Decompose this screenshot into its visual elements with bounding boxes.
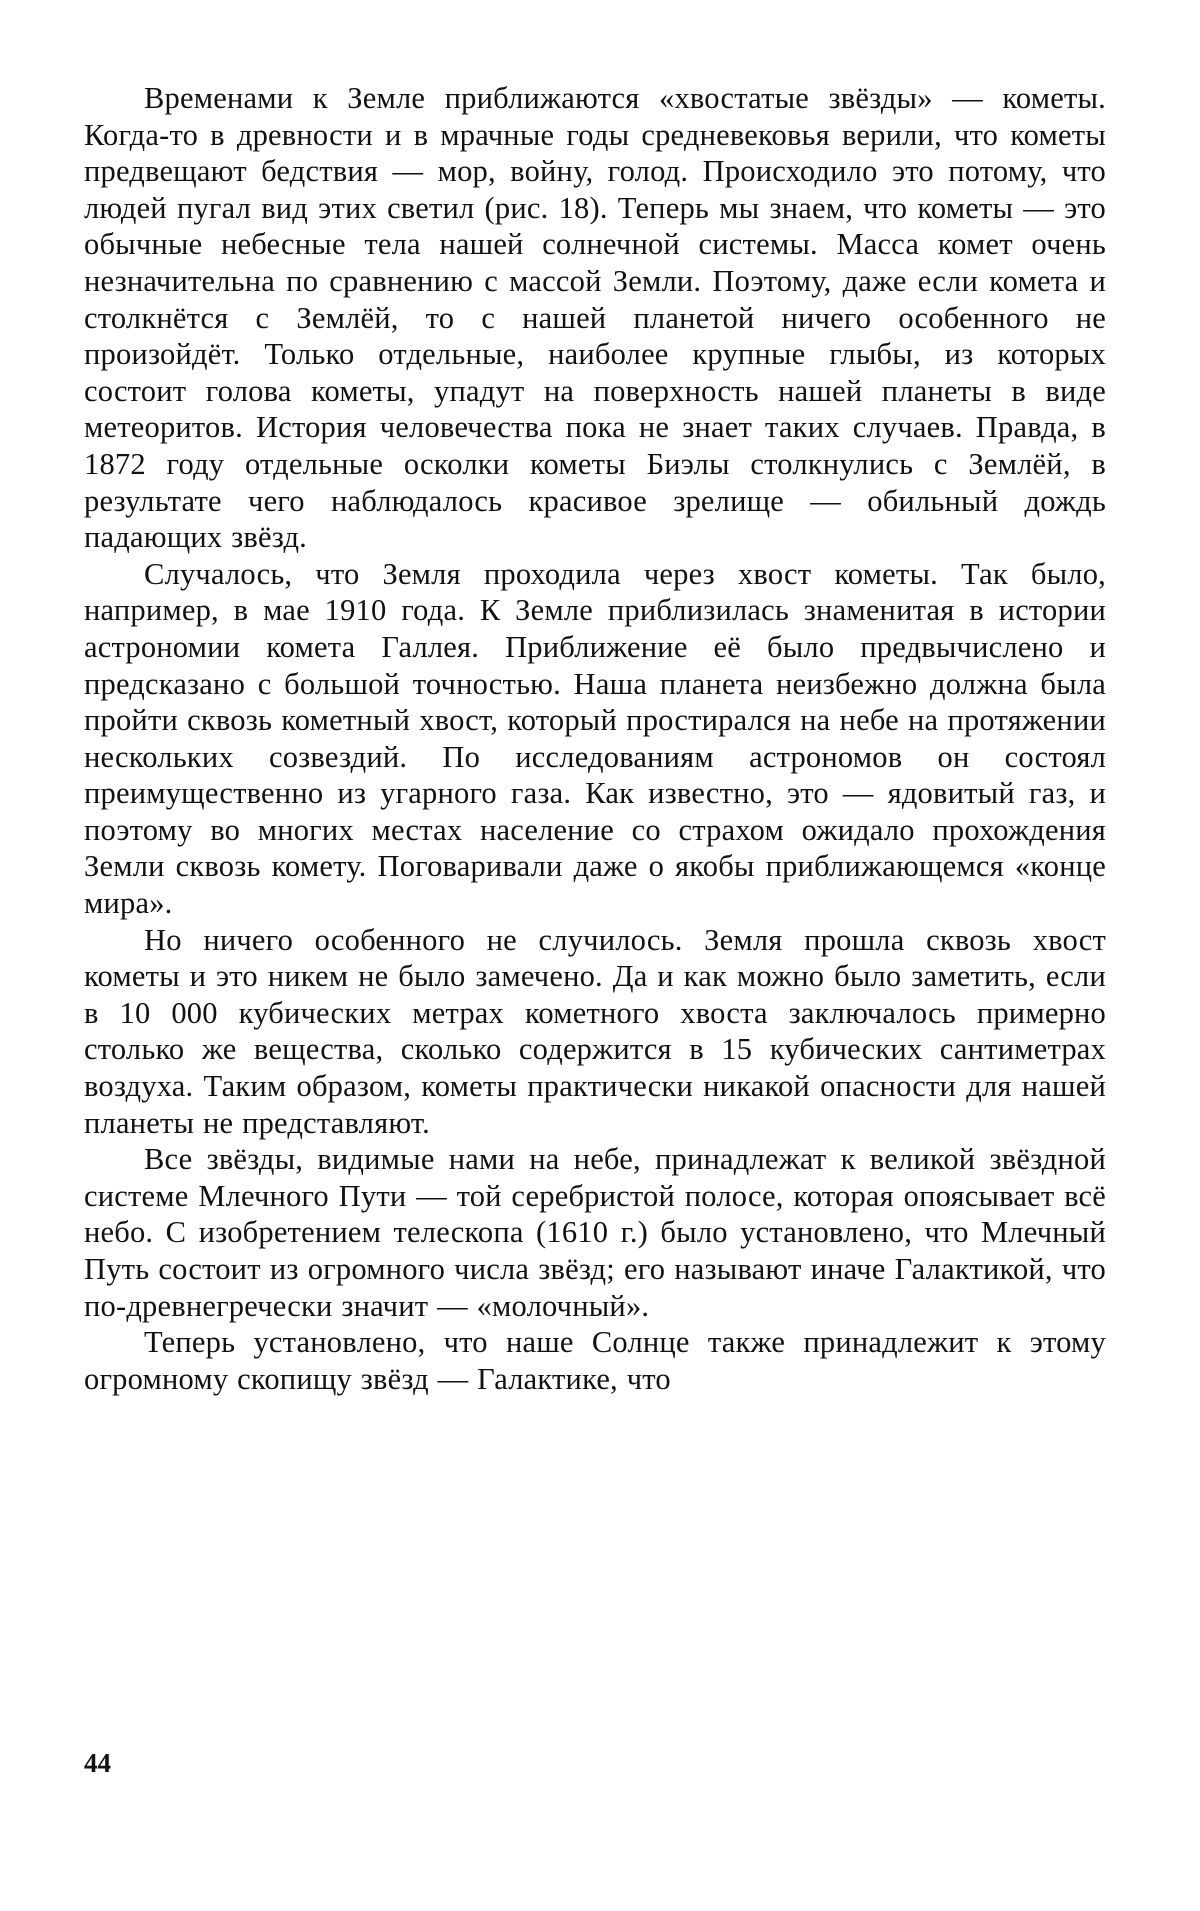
paragraph-sun-galaxy: Теперь установлено, что наше Солнце также принадлежит к этому огромному скопищу звёзд — Галактике, что — [84, 1325, 1106, 1396]
paragraph-nothing-happened: Но ничего особенного не случилось. Земля прошла сквозь хвост кометы и это никем не было замечено. Да и как можно было заметить, если в 10 000 кубических метрах кометного хвоста заключалось примерно столько же вещества, сколько содержится в 15 кубических сантиметрах воздуха. Таким образом, кометы практически никакой опасности для нашей планеты не представляют. — [84, 922, 1106, 1140]
paragraph-milky-way: Все звёзды, видимые нами на небе, принадлежат к великой звёздной системе Млечного Пути — той серебристой полосе, которая опоясывает всё небо. С изобретением телескопа (1610 г.) было установлено, что Млечный Путь состоит из огромного числа звёзд; его называют иначе Галактикой, что по-древнегречески значит — «молочный». — [84, 1142, 1106, 1323]
paragraph-halley-tail: Случалось, что Земля проходила через хвост кометы. Так было, например, в мае 1910 года. К Земле приблизилась знаменитая в истории астрономии комета Галлея. Приближение её было предвычислено и предсказано с большой точностью. Наша планета неизбежно должна была пройти сквозь кометный хвост, который простирался на небе на протяжении нескольких созвездий. По исследованиям астрономов он состоял преимущественно из угарного газа. Как известно, это — ядовитый газ, и поэтому во многих местах население со страхом ожидало прохождения Земли сквозь комету. Поговаривали даже о якобы приближающемся «конце мира». — [84, 556, 1106, 921]
page-body — [84, 80, 1106, 1397]
paragraph-comets-intro: Временами к Земле приближаются «хвостатые звёзды» — кометы. Когда-то в древности и в мрачные годы средневековья верили, что кометы предвещают бедствия — мор, войну, голод. Происходило это потому, что людей пугал вид этих светил (рис. 18). Теперь мы знаем, что кометы — это обычные небесные тела нашей солнечной системы. Масса комет очень незначительна по сравнению с массой Земли. Поэтому, даже если комета и столкнётся с Землёй, то с нашей планетой ничего особенного не произойдёт. Только отдельные, наиболее крупные глыбы, из которых состоит голова кометы, упадут на поверхность нашей планеты в виде метеоритов. История человечества пока не знает таких случаев. Правда, в 1872 году отдельные осколки кометы Биэлы столкнулись с Землёй, в результате чего наблюдалось красивое зрелище — обильный дождь падающих звёзд. — [84, 81, 1106, 555]
page-number: 44 — [84, 1748, 111, 1778]
